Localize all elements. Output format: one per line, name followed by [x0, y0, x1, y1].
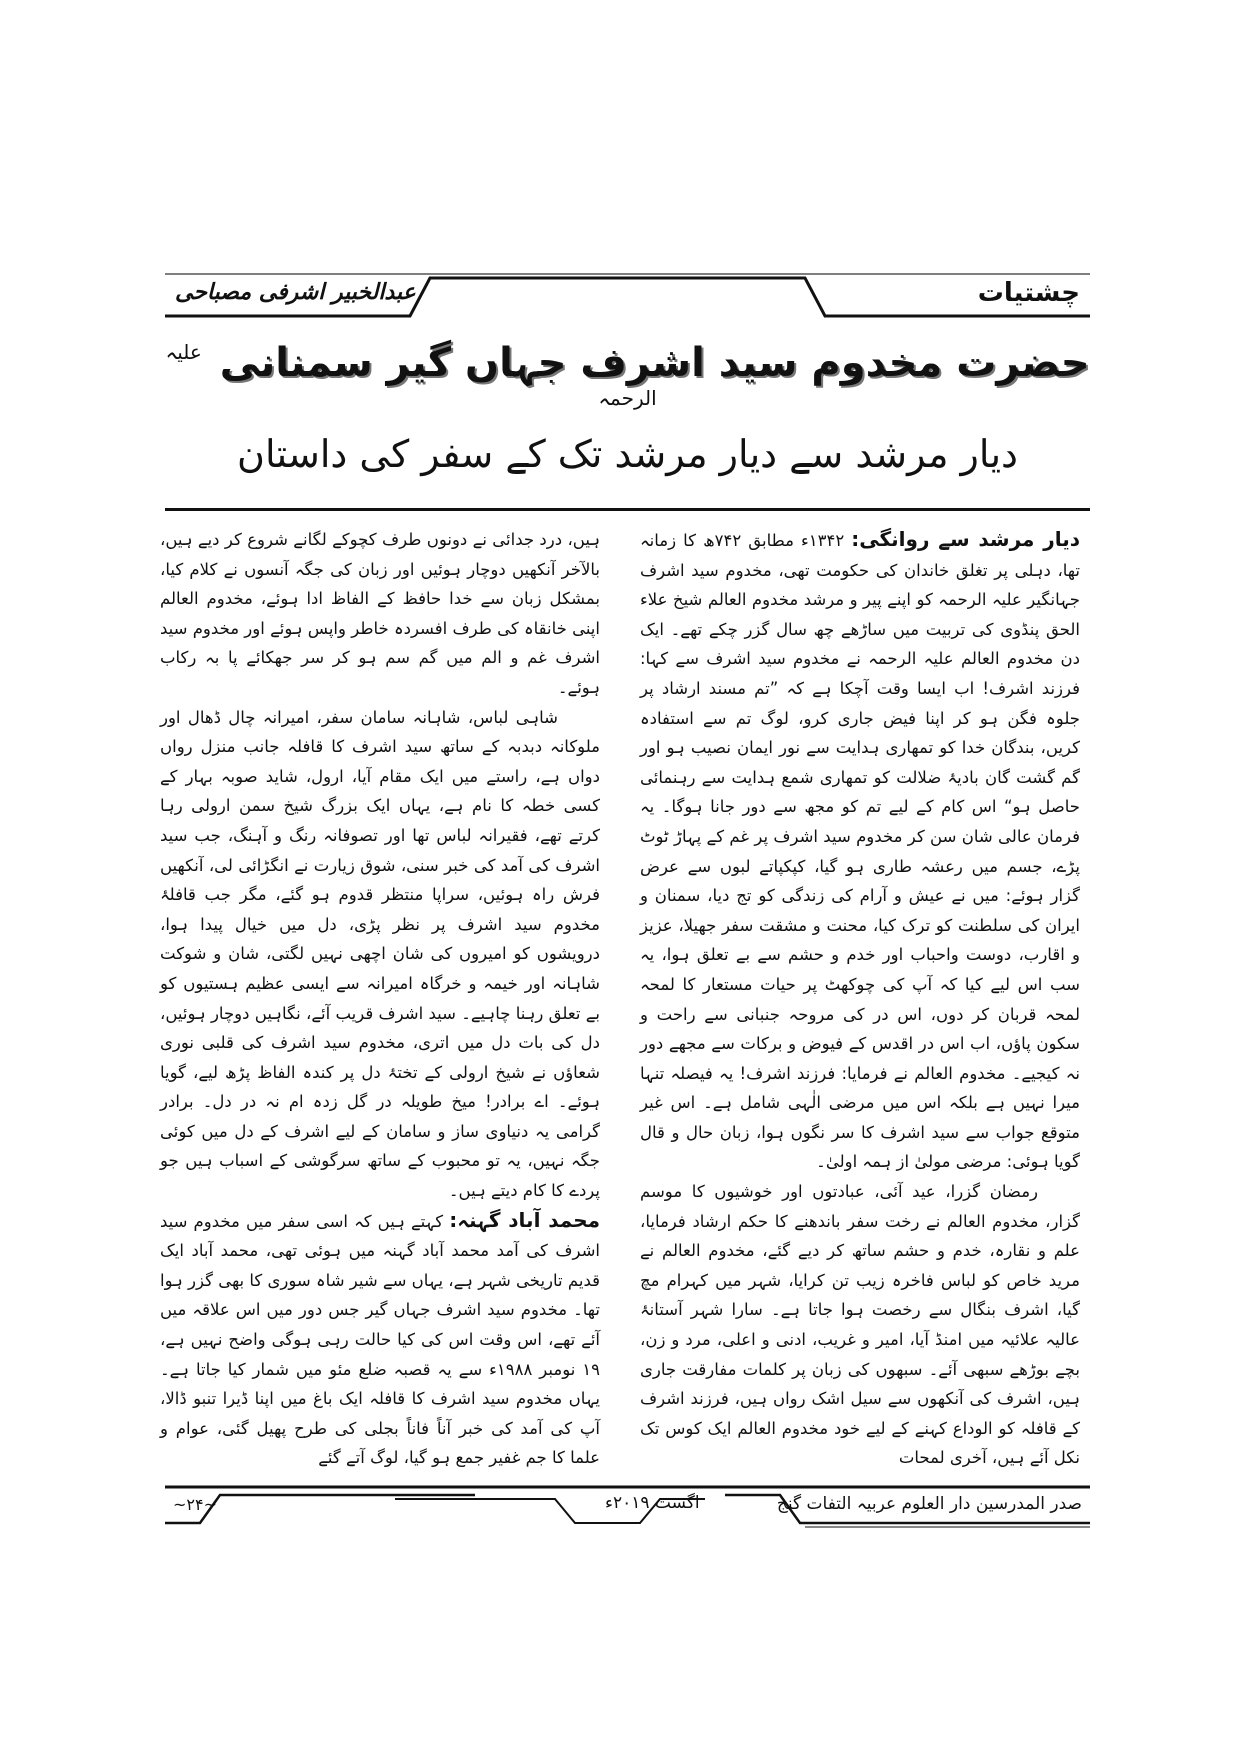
issue-date: اگست ۲۰۱۹ء	[605, 1493, 700, 1513]
page-header	[165, 272, 1090, 320]
author-name: عبدالخبیر اشرفی مصباحی	[175, 280, 416, 305]
article-subtitle: دیار مرشد سے دیار مرشد تک کے سفر کی داستان	[237, 432, 1018, 476]
paragraph-text: کہتے ہیں کہ اسی سفر میں مخدوم سید اشرف کی آمد محمد آباد گہنہ میں ہوئی تھی، محمد آباد ایک قدیم تاریخی شہر ہے، یہاں سے شیر شاہ سوری کا بھی گزر ہوا تھا۔ مخدوم سید اشرف جہاں گیر جس دور میں اس علاقہ میں آئے تھے، اس وقت اس کی کیا حالت رہی ہوگی واضح نہیں ہے، ۱۹ نومبر ۱۹۸۸ء سے یہ قصبہ ضلع مئو میں شمار کیا جاتا ہے۔ یہاں مخدوم سید اشرف کا قافلہ ایک باغ میں اپنا ڈیرا تنبو ڈالا، آپ کی آمد کی خبر آناً فاناً بجلی کی طرح پھیل گئی، عوام و علما کا جم غفیر جمع ہو گیا، لوگ آتے گئے	[160, 1211, 600, 1468]
section-name: چشتیات	[977, 278, 1080, 308]
author-affiliation: صدر المدرسین دار العلوم عربیہ التفات گنج	[776, 1494, 1082, 1514]
paragraph-text: ۱۳۴۲ء مطابق ۷۴۲ھ کا زمانہ تھا، دہلی پر تغلق خاندان کی حکومت تھی، مخدوم سید اشرف جہانگیر علیہ الرحمہ کو اپنے پیر و مرشد مخدوم العالم شیخ علاء الحق پنڈوی کی تربیت میں ساڑھے چھ سال گزر چکے تھے۔ ایک دن مخدوم العالم علیہ الرحمہ نے مخدوم سید اشرف سے کہا: فرزند اشرف! اب ایسا وقت آچکا ہے کہ ”تم مسند ارشاد پر جلوہ فگن ہو کر اپنا فیض جاری کرو، لوگ تم سے استفادہ کریں، بندگان خدا کو تمھاری ہدایت سے نور ایمان نصیب ہو اور گم گشت گان بادیۂ ضلالت کو تمھاری شمع ہدایت سے رہنمائی حاصل ہو“ اس کام کے لیے تم کو مجھ سے دور جانا ہوگا۔ یہ فرمان عالی شان سن کر مخدوم سید اشرف پر غم کے پہاڑ ٹوٹ پڑے، جسم میں رعشہ طاری ہو گیا، کپکپاتے لبوں سے عرض گزار ہوئے: میں نے عیش و آرام کی زندگی کو تج دیا، سمنان و ایران کی سلطنت کو ترک کیا، محنت و مشقت سفر جھیلا، عزیز و اقارب، دوست واحباب اور خدم و حشم سے بے تعلق ہوا، یہ سب اس لیے کیا کہ آپ کی چوکھٹ پر حیات مستعار کا لمحہ لمحہ قربان کر دوں، اس در کی مروحہ جنبانی سے راحت و سکون پاؤں، اب اس در اقدس کے فیوض و برکات سے مجھے دور نہ کیجیے۔ مخدوم العالم نے فرمایا: فرزند اشرف! یہ فیصلہ تنہا میرا نہیں ہے بلکہ اس میں مرضی الٰہی شامل ہے۔ اس غیر متوقع جواب سے سید اشرف کا سر نگوں ہوا، زبان حال و قال گویا ہوئی: مرضی مولیٰ از ہمہ اولیٰ۔	[640, 531, 1080, 1172]
article-title-text: حضرت مخدوم سید اشرف جہاں گیر سمنانی	[219, 340, 1090, 386]
column-left	[160, 525, 600, 1473]
paragraph: ہیں، درد جدائی نے دونوں طرف کچوکے لگانے شروع کر دیے ہیں، بالآخر آنکھیں دوچار ہوئیں اور زبان کی جگہ آنسوں نے کلام کیا، بمشکل زبان سے خدا حافظ کے الفاظ ادا ہوئے، مخدوم العالم اپنی خانقاہ کی طرف افسردہ خاطر واپس ہوئے اور مخدوم سید اشرف غم و الم میں گم سم ہو کر سر جھکائے پا بہ رکاب ہوئے۔	[160, 530, 600, 697]
paragraph	[640, 525, 1080, 1177]
title-divider	[165, 508, 1090, 511]
section-heading: دیار مرشد سے روانگی:	[851, 527, 1080, 551]
column-right	[640, 525, 1080, 1473]
paragraph	[160, 1206, 600, 1473]
page-number: ~۲۴~	[173, 1495, 217, 1514]
page-footer	[165, 1485, 1090, 1531]
paragraph: رمضان گزرا، عید آئی، عبادتوں اور خوشیوں کا موسم گزار، مخدوم العالم نے رخت سفر باندھنے کا حکم ارشاد فرمایا، علم و نقارہ، خدم و حشم ساتھ کر دیے گئے، مخدوم العالم نے مرید خاص کو لباس فاخرہ زیب تن کرایا، شہر میں کہرام مچ گیا، اشرف بنگال سے رخصت ہوا جاتا ہے۔ سارا شہر آستانۂ عالیہ علائیہ میں امنڈ آیا، امیر و غریب، ادنی و اعلی، مرد و زن، بچے بوڑھے سبھی آئے۔ سبھوں کی زبان پر کلمات مفارقت جاری ہیں، اشرف کی آنکھوں سے سیل اشک رواں ہیں، فرزند اشرف کے قافلہ کو الوداع کہنے کے لیے خود مخدوم العالم ایک کوس تک نکل آئے ہیں، آخری لمحات	[640, 1182, 1080, 1468]
article-title	[165, 340, 1090, 432]
paragraph: شاہی لباس، شاہانہ سامان سفر، امیرانہ چال ڈھال اور ملوکانہ دبدبہ کے ساتھ سید اشرف کا قافلہ جانب منزل رواں دواں ہے، راستے میں ایک مقام آیا، ارول، شاید صوبہ بہار کے کسی خطہ کا نام ہے، یہاں ایک بزرگ شیخ سمن ارولی رہا کرتے تھے، فقیرانہ لباس تھا اور تصوفانہ رنگ و آہنگ، جب سید اشرف کی آمد کی خبر سنی، شوق زیارت نے انگڑائی لی، آنکھیں فرش راہ ہوئیں، سراپا منتظر قدوم ہو گئے، مگر جب قافلۂ مخدوم سید اشرف پر نظر پڑی، دل میں خیال پیدا ہوا، درویشوں کو امیروں کی شان اچھی نہیں لگتی، شان و شوکت شاہانہ اور خیمہ و خرگاہ امیرانہ سے ایسی عظیم ہستیوں کو بے تعلق رہنا چاہیے۔ سید اشرف قریب آئے، نگاہیں دوچار ہوئیں، دل کی بات دل میں اتری، مخدوم سید اشرف کی قلبی نوری شعاؤں نے شیخ ارولی کے تختۂ دل پر کندہ الفاظ پڑھ لیے، گویا ہوئے۔ اے برادر! میخ طویلہ در گل زدہ ام نہ در دل۔ برادر گرامی یہ دنیاوی ساز و سامان کے لیے اشرف کے دل میں کوئی جگہ نہیں، یہ تو محبوب کے ساتھ سرگوشی کے اسباب ہیں جو پردے کا کام دیتے ہیں۔	[160, 707, 600, 1201]
section-heading: محمد آباد گہنہ:	[449, 1207, 600, 1232]
honorific-mark: علیہ الرحمہ	[165, 340, 657, 410]
